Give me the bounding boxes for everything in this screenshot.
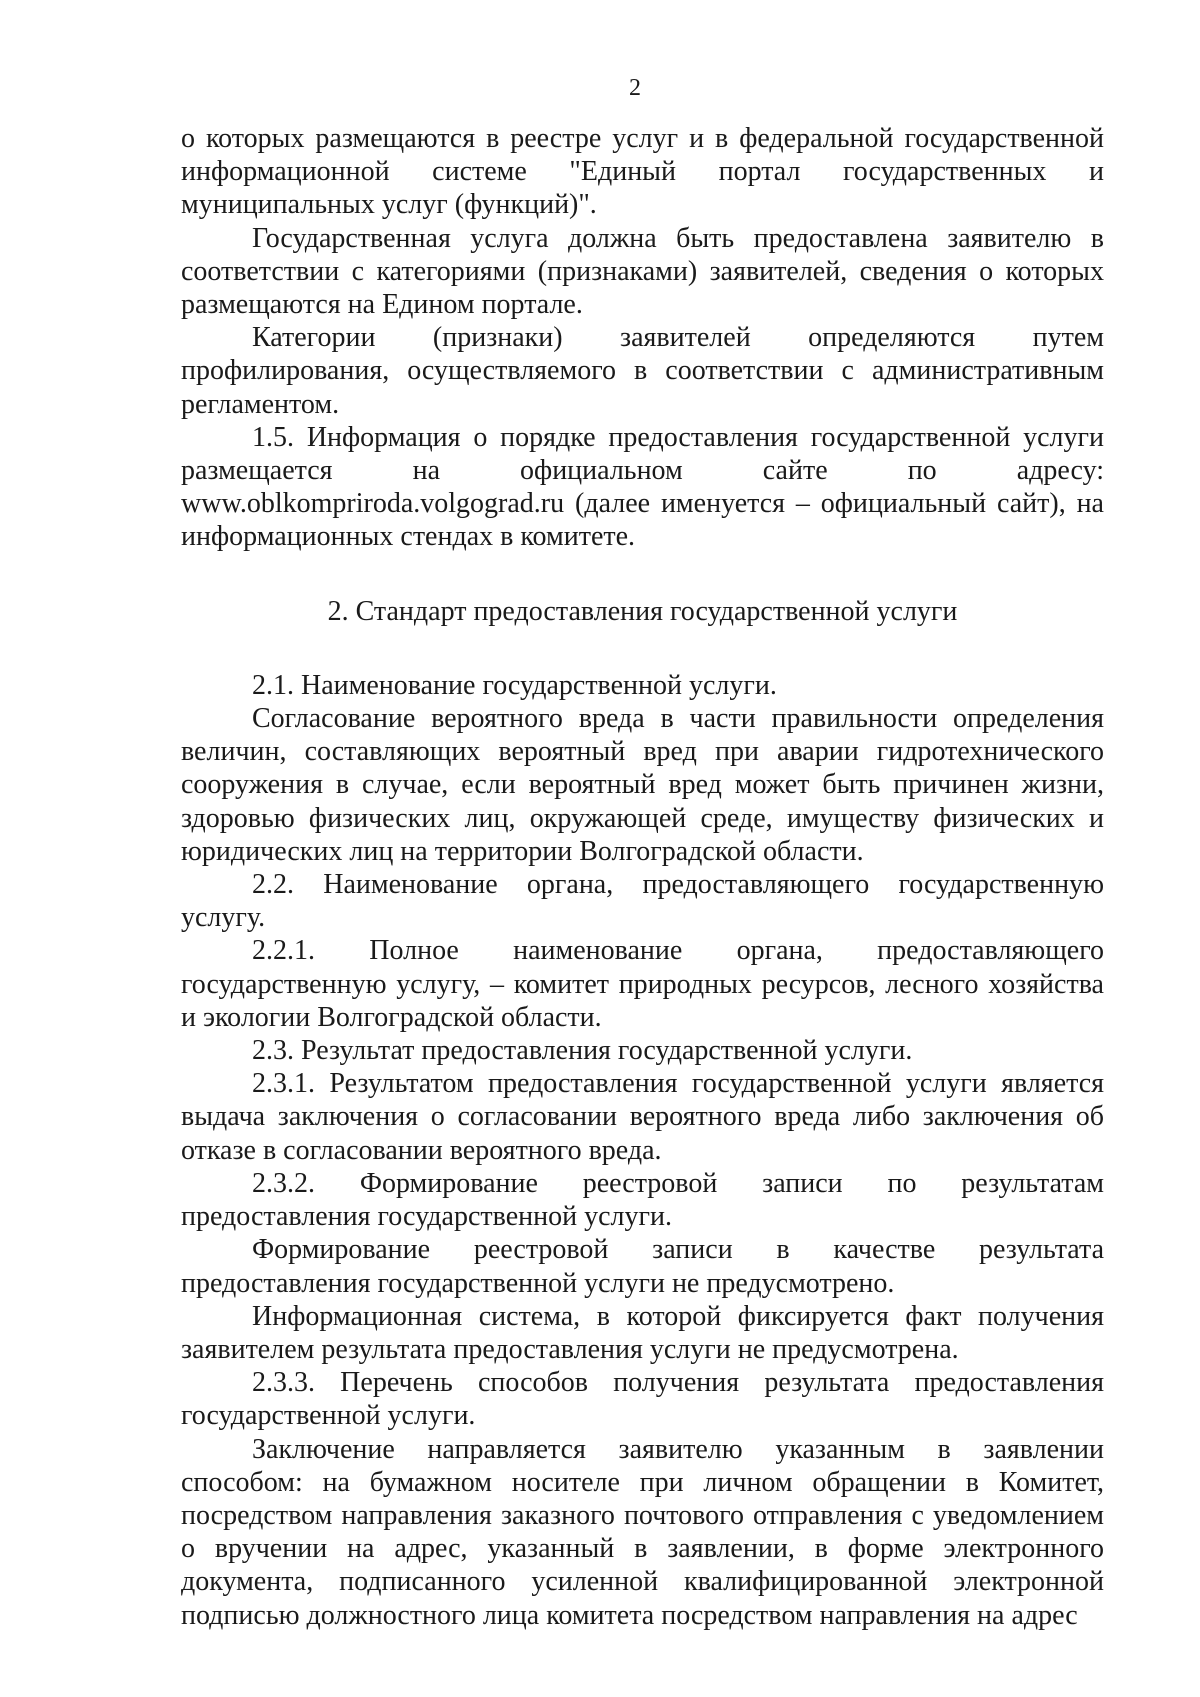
page-number: 2 [629, 75, 641, 101]
paragraph: 2.3. Результат предоставления государственной услуги. [252, 1035, 913, 1067]
paragraph: 2.2.1. Полное наименование органа, предоставляющего государственную услугу, – комитет природных ресурсов, лесного хозяйства и экологии Волгоградской области. [181, 935, 1104, 1033]
paragraph: 2.3.1. Результатом предоставления государственной услуги является выдача заключения о согласовании вероятного вреда либо заключения об отказе в согласовании вероятного вреда. [181, 1068, 1104, 1166]
paragraph: 1.5. Информация о порядке предоставления государственной услуги размещается на официальном сайте по адресу: www.oblkompriroda.volgograd.ru (далее именуется – официальный сайт), на информационных стендах в комитете. [181, 421, 1104, 553]
paragraph: о которых размещаются в реестре услуг и в федеральной государственной информационной системе "Единый портал государственных и муниципальных услуг (функций)". [181, 123, 1104, 221]
document-body [181, 122, 1104, 1632]
paragraph: 2.1. Наименование государственной услуги. [252, 669, 777, 701]
paragraph: Государственная услуга должна быть предоставлена заявителю в соответствии с категориями (признаками) заявителей, сведения о которых размещаются на Едином портале. [181, 222, 1104, 321]
paragraph: Согласование вероятного вреда в части правильности определения величин, составляющих вероятный вред при аварии гидротехнического сооружения в случае, если вероятный вред может быть причинен жизни, здоровью физических лиц, окружающей среде, имуществу физических и юридических лиц на территории Волгоградской области. [181, 703, 1104, 867]
paragraph: Формирование реестровой записи в качестве результата предоставления государственной услуги не предусмотрено. [181, 1234, 1104, 1299]
section-heading: 2. Стандарт предоставления государственной услуги [327, 595, 958, 627]
paragraph: Категории (признаки) заявителей определяются путем профилирования, осуществляемого в соответствии с административным регламентом. [181, 322, 1104, 420]
paragraph: 2.3.2. Формирование реестровой записи по результатам предоставления государственной услуги. [181, 1167, 1104, 1233]
paragraph: Информационная система, в которой фиксируется факт получения заявителем результата предоставления услуги не предусмотрена. [181, 1300, 1104, 1365]
paragraph: Заключение направляется заявителю указанным в заявлении способом: на бумажном носителе при личном обращении в Комитет, посредством направления заказного почтового отправления с уведомлением о вручении на адрес, указанный в заявлении, в форме электронного документа, подписанного усиленной квалифицированной электронной подписью должностного лица комитета посредством направления на адрес [181, 1433, 1104, 1631]
paragraph: 2.2. Наименование органа, предоставляющего государственную услугу. [181, 869, 1104, 934]
paragraph: 2.3.3. Перечень способов получения результата предоставления государственной услуги. [181, 1367, 1104, 1432]
